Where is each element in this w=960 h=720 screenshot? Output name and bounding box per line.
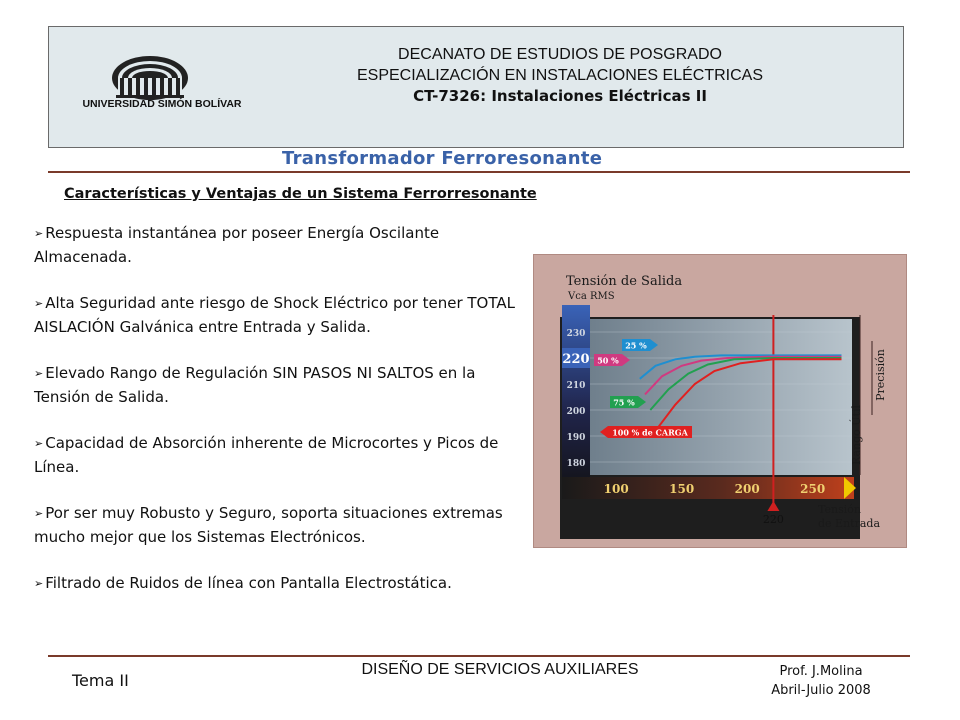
regulation-chart xyxy=(533,254,907,548)
bullet-item xyxy=(34,572,524,596)
bullet-text: Filtrado de Ruidos de línea con Pantalla Electrostática. xyxy=(45,574,452,592)
bullet-list xyxy=(34,222,524,596)
header-text xyxy=(270,44,850,107)
bullet-item xyxy=(34,502,524,549)
section-heading: Características y Ventajas de un Sistema Ferrorresonante xyxy=(64,186,537,202)
course-code: CT-7326: Instalaciones Eléctricas II xyxy=(413,87,707,105)
x-tick-label: 250 xyxy=(800,482,826,496)
y-axis-label: Vca RMS xyxy=(568,291,615,302)
bullet-arrow-icon: ➢ xyxy=(34,437,44,450)
bullet-item xyxy=(34,292,524,339)
slide-title: Transformador Ferroresonante xyxy=(282,148,603,169)
footer-course-name: DISEÑO DE SERVICIOS AUXILIARES xyxy=(361,661,639,678)
bullet-arrow-icon: ➢ xyxy=(34,577,44,590)
title-divider xyxy=(48,171,910,173)
bullet-text: Alta Seguridad ante riesgo de Shock Eléctrico por tener TOTAL AISLACIÓN Galvánica entre Entrada y Salida. xyxy=(34,294,515,336)
bullet-arrow-icon: ➢ xyxy=(34,367,44,380)
footer-period: Abril-Julio 2008 xyxy=(771,683,871,698)
university-logo xyxy=(62,48,262,120)
bullet-text: Elevado Rango de Regulación SIN PASOS NI SALTOS en la Tensión de Salida. xyxy=(34,364,476,406)
bullet-item xyxy=(34,222,524,269)
bullet-text: Por ser muy Robusto y Seguro, soporta situaciones extremas mucho mejor que los Sistemas Electrónicos. xyxy=(34,504,503,546)
x-tick-label: 100 xyxy=(603,482,629,496)
footer-professor: Prof. J.Molina xyxy=(779,664,863,679)
range-label: Rango Útil xyxy=(850,404,863,466)
bullet-item xyxy=(34,362,524,409)
university-dome-icon xyxy=(62,48,262,100)
nominal-input-label: 220 xyxy=(762,513,784,526)
y-tick-label: 230 xyxy=(566,329,586,339)
footer-topic: Tema II xyxy=(72,671,129,690)
bullet-item xyxy=(34,432,524,479)
precision-label: Precisión xyxy=(874,349,887,401)
bullet-text: Capacidad de Absorción inherente de Microcortes y Picos de Línea. xyxy=(34,434,499,476)
chart-canvas xyxy=(534,255,908,549)
bullet-arrow-icon: ➢ xyxy=(34,507,44,520)
x-axis-label: Tensión xyxy=(818,503,861,516)
chart-title: Tensión de Salida xyxy=(566,274,683,289)
series-label: 75 % xyxy=(613,397,635,408)
x-tick-label: 200 xyxy=(734,482,760,496)
bullet-text: Respuesta instantánea por poseer Energía Oscilante Almacenada. xyxy=(34,224,440,266)
y-tick-label: 200 xyxy=(566,407,586,417)
series-label: 50 % xyxy=(597,355,619,366)
y-tick-label: 190 xyxy=(566,433,586,443)
header-line-1: DECANATO DE ESTUDIOS DE POSGRADO xyxy=(398,46,722,63)
x-axis-label: de Entrada xyxy=(818,517,880,530)
footer-credits xyxy=(736,662,906,700)
series-label: 25 % xyxy=(625,340,647,351)
x-tick-label: 150 xyxy=(669,482,695,496)
header-line-2: ESPECIALIZACIÓN EN INSTALACIONES ELÉCTRICAS xyxy=(356,67,764,84)
series-label: 100 % de CARGA xyxy=(612,427,688,438)
y-tick-label: 220 xyxy=(562,352,590,367)
bullet-arrow-icon: ➢ xyxy=(34,297,44,310)
bullet-arrow-icon: ➢ xyxy=(34,227,44,240)
university-name: UNIVERSIDAD SIMÓN BOLÍVAR xyxy=(82,98,242,110)
y-tick-label: 210 xyxy=(566,381,586,391)
footer-divider xyxy=(48,655,910,657)
y-tick-label: 180 xyxy=(566,459,586,469)
